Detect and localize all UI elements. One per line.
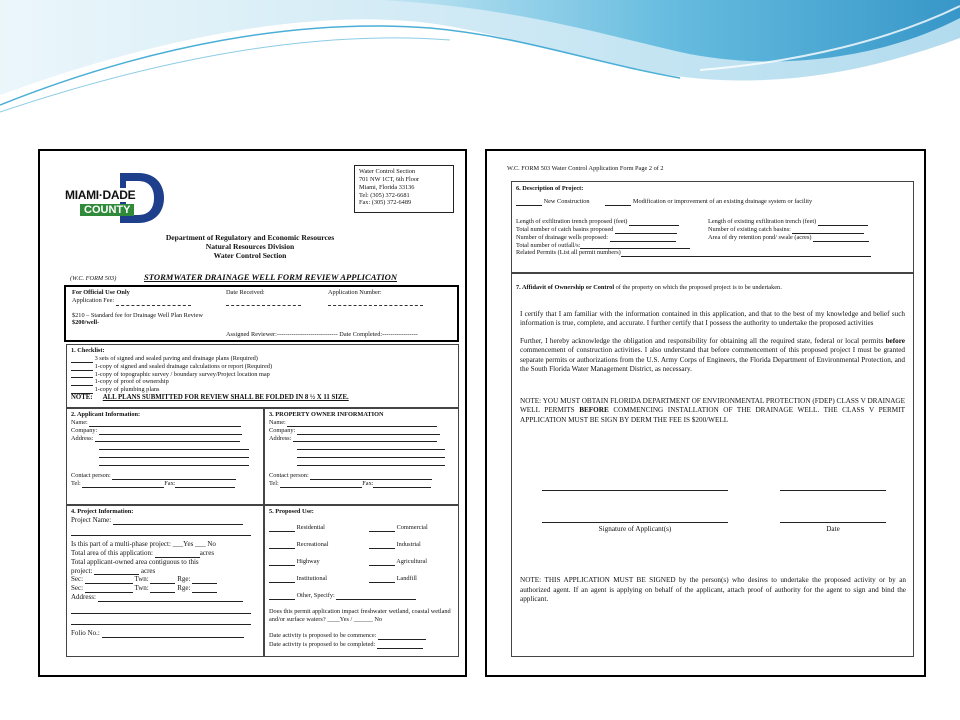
checklist-title: 1. Checklist: <box>71 347 105 354</box>
checklist-section <box>66 344 459 408</box>
form-title: STORMWATER DRAINAGE WELL FORM REVIEW APPLICATION <box>144 272 398 282</box>
address-label: Address: <box>269 434 292 442</box>
new-construction-label: New Construction <box>543 197 590 205</box>
project-address-label: Address: <box>71 592 96 601</box>
address-line: Tel: (305) 372-6681 <box>359 191 410 199</box>
logo-text-top: MIAMI·DADE <box>65 188 136 202</box>
signature-line <box>542 490 728 491</box>
proposed-use-title: 5. Proposed Use: <box>269 508 314 515</box>
standard-fee-text: $210 – Standard fee for Drainage Well Plan Review <box>72 312 203 319</box>
header-wave-decoration <box>0 0 960 120</box>
assigned-reviewer-text: Assigned Reviewer:----------------------------- Date Completed:----------------- <box>226 331 418 338</box>
contact-label: Contact person: <box>71 472 111 480</box>
date-received-label: Date Received: <box>226 289 265 296</box>
checklist-item: 3 sets of signed and sealed paving and drainage plans (Required) <box>71 355 454 363</box>
project-section: 4. Project Information: Project Name: Is this part of a multi-phase project: ___Yes ___ No Total area of this application: acres Total applicant-owned area contiguous to this project: acres Sec: Twn: Rge: Sec: Twn: Rge: Address: Folio No.: <box>66 505 264 657</box>
signature-line <box>542 522 728 523</box>
owner-title: 3. PROPERTY OWNER INFORMATION <box>269 411 384 418</box>
fax-label: Fax: <box>164 479 176 487</box>
address-label: Address: <box>71 434 94 442</box>
date-line <box>780 490 886 491</box>
affidavit-title: 7. Affidavit of Ownership or Control of the property on which the proposed project is to be undertaken. <box>516 284 782 291</box>
well-fee-text: $200/well- <box>72 319 100 326</box>
header-line: Department of Regulatory and Economic Resources <box>165 233 335 242</box>
form-number: (W.C. FORM 503) <box>70 275 117 282</box>
tel-label: Tel: <box>269 479 279 487</box>
address-line: 701 NW 1CT, 6th Floor <box>359 175 420 183</box>
application-fee-label: Application Fee: <box>72 297 115 304</box>
name-label: Name: <box>269 418 286 426</box>
dash-line <box>116 305 191 306</box>
address-line: Fax: (305) 372-6489 <box>359 199 412 207</box>
description-section: 6. Description of Project: New Construction Modification or improvement of an existing drainage system or facility Length of exfiltration trench proposed (feet) Total number of catch basins proposed Number of drainage wells proposed: Total number of outfall/s: Related Permits (List all permit numbers) Length of existing exfiltration trench (feet) Number of existing catch basins: Area of dry retention pond/ swale (acres) <box>511 181 914 273</box>
owner-section <box>264 408 459 505</box>
page2-header: W.C. FORM 503 Water Control Application Form Page 2 of 2 <box>507 165 664 172</box>
signature-label: Signature of Applicant(s) <box>598 525 672 533</box>
department-header <box>100 233 400 260</box>
miami-dade-logo <box>60 171 164 225</box>
multi-phase-text: Is this part of a multi-phase project: ___Yes ___ No <box>71 540 216 549</box>
header-line: Water Control Section <box>213 251 287 261</box>
modification-label: Modification or improvement of an existing drainage system or facility <box>632 197 813 205</box>
application-number-label: Application Number: <box>328 289 382 296</box>
commence-label: Date activity is proposed to be commence: <box>269 632 377 639</box>
form-page-2 <box>485 149 926 677</box>
official-use-box <box>64 285 459 342</box>
name-label: Name: <box>71 418 88 426</box>
logo-text-bottom: COUNTY <box>80 204 134 216</box>
applicant-section <box>66 408 264 505</box>
signing-note: NOTE: THIS APPLICATION MUST BE SIGNED by the person(s) who desires to undertake the proposed activity or by an authorized agent. If an agent is applying on behalf of the applicant, attach proof of authority for the agent to sign and bind the applicant. <box>520 576 906 603</box>
checklist-item: 1-copy of signed and sealed drainage calculations or report (Required) <box>71 363 454 371</box>
wetland-question: Does this permit application impact freshwater wetland, coastal wetland and/or surface waters? ____Yes / ______ No <box>269 608 451 623</box>
affidavit-section <box>511 273 914 657</box>
form-page-1 <box>38 149 467 677</box>
proposed-use-section: 5. Proposed Use: Residential Commercial Recreational Industrial Highway Agricultural Institutional Landfill Other, Specify: Does this permit application impact freshwater wetland, coastal wetland and/or surface waters? ____Yes / ______ No Date activity is proposed to be commence: Date activity is proposed to be completed: <box>264 505 459 657</box>
fdep-note: NOTE: YOU MUST OBTAIN FLORIDA DEPARTMENT OF ENVIRONMENTAL PROTECTION (FDEP) CLASS V DRAINAGE WELL PERMITS BEFORE COMMENCING INSTALLATION OF THE DRAINAGE WELL. THE CLASS V PERMIT APPLICATION MUST BE SIGN BY DERM THE FEE IS $200/WELL <box>520 396 905 424</box>
applicant-title: 2. Applicant Information: <box>71 411 141 418</box>
dash-line <box>226 305 301 306</box>
company-label: Company: <box>269 426 296 434</box>
address-line: Water Control Section <box>359 168 416 175</box>
description-title: 6. Description of Project: <box>516 185 584 192</box>
certification-paragraph: I certify that I am familiar with the information contained in this application, and that to the best of my knowledge and belief such information is true, complete, and accurate. I further certify that I possess the authority to undertake the proposed activities <box>520 309 905 328</box>
acknowledgement-paragraph: Further, I hereby acknowledge the obligation and responsibility for obtaining all the required state, federal or local permits before commencement of construction activities. I also understand that before commencement of this proposed project I must be granted separate permits or authorizations from the U.S. Army Corps of Engineers, the Florida Department of Environmental Protection, and the South Florida Water Management District, as necessary. <box>520 336 905 374</box>
checklist-item: 1-copy of topographic survey / boundary survey/Project location map <box>71 371 454 379</box>
tel-label: Tel: <box>71 479 81 487</box>
project-name-label: Project Name: <box>71 515 112 524</box>
dash-line <box>328 305 423 306</box>
header-line: Natural Resources Division <box>205 242 295 252</box>
checklist-item: 1-copy of plumbing plans <box>71 386 454 394</box>
address-box <box>354 165 454 213</box>
date-label: Date <box>826 525 840 533</box>
checklist-item: 1-copy of proof of ownership <box>71 378 454 386</box>
company-label: Company: <box>71 426 98 434</box>
date-line <box>780 522 886 523</box>
checklist-note: NOTE: ALL PLANS SUBMITTED FOR REVIEW SHALL BE FOLDED IN 8 ½ X 11 SIZE. <box>71 394 349 402</box>
contact-label: Contact person: <box>269 472 309 480</box>
project-title: 4. Project Information: <box>71 508 134 515</box>
address-line: Miami, Florida 33136 <box>359 183 415 191</box>
completed-label: Date activity is proposed to be completed: <box>269 641 376 648</box>
folio-label: Folio No.: <box>71 629 100 638</box>
contiguous-text: Total applicant-owned area contiguous to this <box>71 557 199 566</box>
official-use-title: For Official Use Only <box>72 289 130 296</box>
total-area-label: Total area of this application: <box>71 549 153 558</box>
fax-label: Fax: <box>362 479 374 487</box>
